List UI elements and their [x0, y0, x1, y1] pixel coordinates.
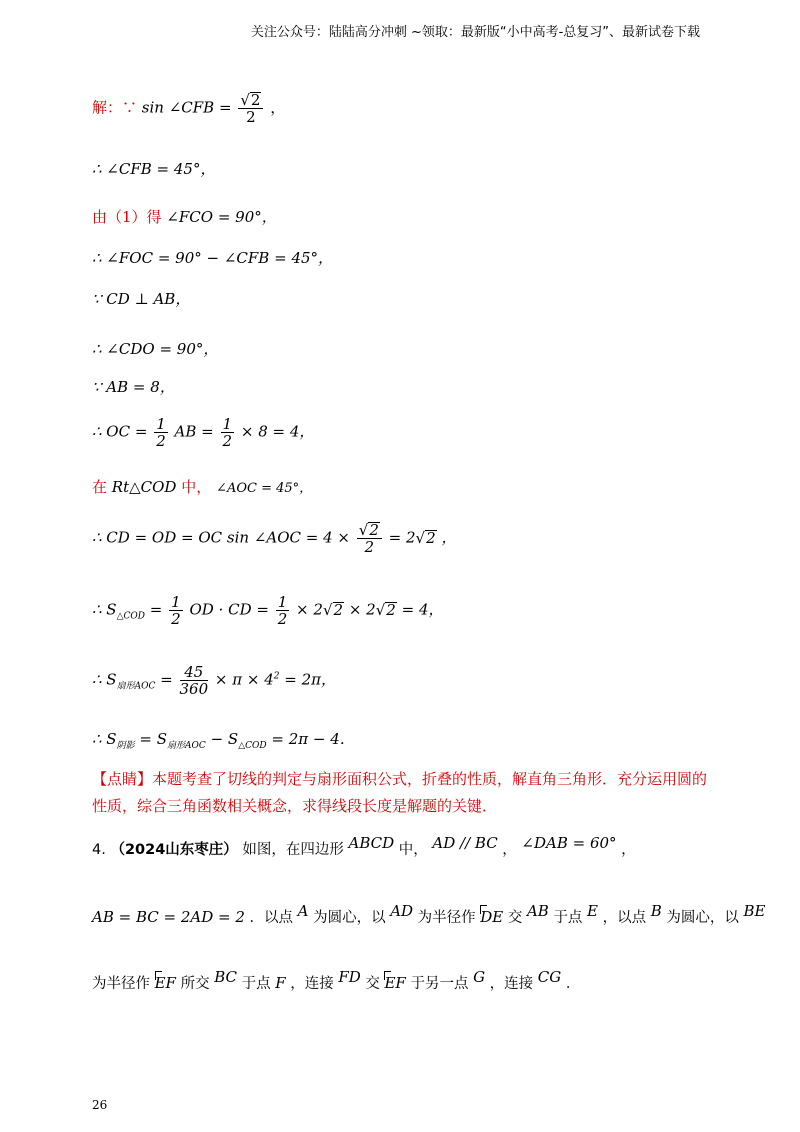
solution-line-12: ∴ $S_{扇形AOC}$ = $\frac{45}{360}$ × $\pi \times 4^2 = 2\pi$，	[92, 663, 337, 698]
denominator: 2	[246, 108, 256, 126]
fraction: $\frac{1}{2}$	[222, 415, 233, 450]
solution-line-2: ∴ ∠CFB = 45°，	[92, 160, 216, 178]
fraction: $\frac{√2}{2}$	[357, 522, 382, 555]
math-expression: ∴ CD = OD = OC sin ∠AOC = 4 ×	[92, 528, 350, 547]
solution-line-9	[92, 476, 312, 500]
solution-line-7: ∵ AB = 8，	[92, 378, 175, 396]
question-line-2: AB = BC = 2AD = 2 ．以点 A 为圆心，以 AD 为半径作 DE 交 AB 于点 E ，以点 B 为圆心，以 BE	[92, 902, 766, 926]
math-expression: sin ∠CFB =	[141, 98, 232, 117]
solution-line-4: ∴ ∠FOC = 90° − ∠CFB = 45°，	[92, 249, 334, 267]
arc-label: EF	[384, 974, 406, 992]
punctuation: ，	[270, 98, 286, 117]
page-header: 关注公众号：陆陆高分冲刺 ~领取：最新版“小中高考-总复习”、最新试卷下载	[250, 25, 700, 40]
context-text: 中，	[181, 478, 212, 496]
remark-paragraph: 【点睛】本题考查了切线的判定与扇形面积公式，折叠的性质，解直角三角形．充分运用圆的性质，综合三角函数相关概念，求得线段长度是解题的关键．	[92, 770, 708, 815]
solution-line-6: ∴ ∠CDO = 90°，	[92, 340, 219, 358]
solution-line-1	[92, 92, 285, 125]
square-root: √2	[415, 528, 436, 547]
fraction: $\frac{1}{2}$	[171, 593, 181, 628]
solution-line-13: ∴ $S_{阴影} = S_{扇形AOC} - S_{\triangle COD} = 2\pi - 4$．	[92, 730, 355, 751]
math-expression: ∠AOC = 45°，	[216, 481, 313, 496]
solution-line-3	[92, 206, 277, 228]
sqrt-symbol: √	[240, 91, 250, 109]
subscript: 扇形AOC	[116, 681, 156, 692]
fraction: $\frac{45}{360}$	[179, 663, 209, 698]
superscript: 2	[273, 671, 280, 682]
arc-label: DE	[480, 908, 504, 926]
arc-label: EF	[154, 974, 176, 992]
triangle-name: Rt△COD	[111, 478, 177, 496]
solution-line-5: ∵ CD ⊥ AB，	[92, 290, 191, 308]
solution-prefix: 解：∵	[92, 98, 138, 117]
question-line-3: 为半径作 EF 所交 BC 于点 F ，连接 FD 交 EF 于另一点 G ，连接 CG ．	[92, 968, 581, 992]
solution-line-10	[92, 522, 456, 555]
page-number: 26	[92, 1098, 108, 1112]
solution-line-8	[92, 416, 314, 449]
math-expression: × 8 = 4，	[240, 422, 315, 441]
fraction: $\frac{1}{2}$	[277, 593, 288, 628]
math-expression: AB =	[174, 422, 214, 441]
solution-line-11: ∴ $S_{\triangle COD}$ = $\frac{1}{2}$ OD · CD = $\frac{1}{2}$ × 2√2 × 2√2 = 4，	[92, 593, 444, 628]
reference-text: 由（1）得	[92, 208, 162, 226]
punctuation: ，	[441, 528, 457, 547]
context-text: 在	[92, 478, 108, 496]
subscript: △COD	[116, 611, 145, 622]
math-expression: = 2	[388, 528, 416, 547]
question-number: 4.	[92, 842, 106, 858]
question-source: （2024山东枣庄）	[110, 842, 238, 858]
math-expression: ∴ OC =	[92, 422, 148, 441]
fraction: $\frac{1}{2}$	[156, 415, 166, 450]
math-expression: ∠FCO = 90°，	[166, 208, 277, 226]
fraction	[238, 92, 263, 125]
radicand: 2	[250, 91, 261, 109]
question-line-1: 4. （2024山东枣庄） 如图，在四边形 ABCD 中， AD // BC ， ∠DAB = 60° ，	[92, 834, 636, 858]
